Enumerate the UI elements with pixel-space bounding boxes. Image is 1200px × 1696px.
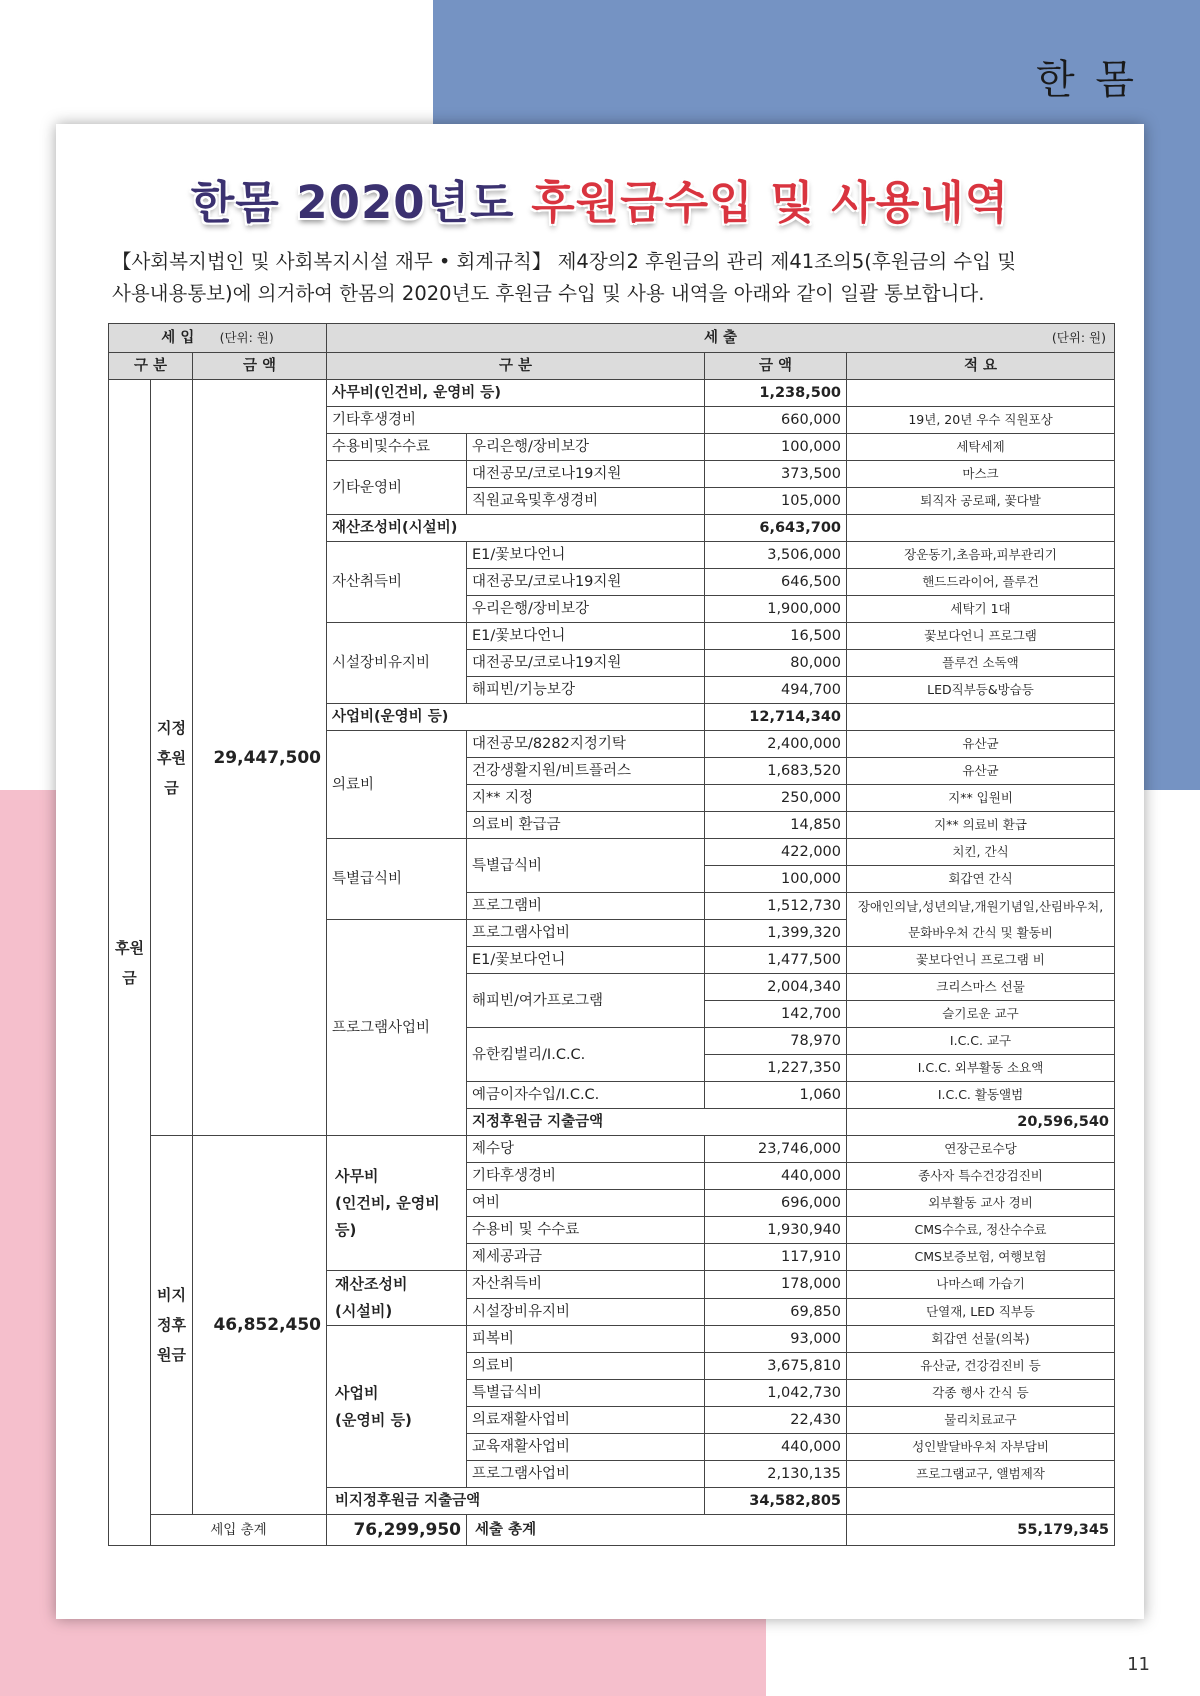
table-header-row-1 [109,324,1115,353]
designated-total-label: 지정후원금 지출금액 [467,1109,847,1136]
expense-total-label: 세출 총계 [467,1515,847,1546]
grand-total-row [109,1515,1115,1546]
program-remark: 장애인의날,성년의날,개원기념일,산림바우처,문화바우처 간식 및 활동비 [847,893,1115,947]
expense-header: 세 출 (단위: 원) [327,324,1115,353]
table-row: 대전공모/코로나19지원 80,000 플루건 소독액 [109,650,1115,677]
table-row: 대전공모/코로나19지원 646,500 핸드드라이어, 플루건 [109,569,1115,596]
table-row: 의료비 대전공모/8282지정기탁 2,400,000 유산균 [109,731,1115,758]
intro-paragraph [112,246,1102,310]
table-row: 기타후생경비 440,000 종사자 특수건강검진비 [109,1163,1115,1190]
table-row: 해피빈/기능보강 494,700 LED직부등&방습등 [109,677,1115,704]
table-row: 수용비및수수료 우리은행/장비보강 100,000 세탁세제 [109,434,1115,461]
nondesignated-amount: 46,852,450 [193,1136,327,1515]
table-row: 재산조성비 (시설비) 자산취득비 178,000 나마스떼 가습기 [109,1271,1115,1299]
table-row: 예금이자수입/I.C.C. 1,060 I.C.C. 활동앨범 [109,1082,1115,1109]
table-row: 사업비 (운영비 등) 피복비 93,000 회갑연 선물(의복) [109,1326,1115,1353]
nondesignated-label: 비지정후원금 [151,1136,193,1515]
table-row: 특별급식비 특별급식비 422,000 치킨, 간식 [109,839,1115,866]
table-row: 비지정후원금 46,852,450 사무비 (인건비, 운영비 등) 제수당 23,746,000 연장근로수당 [109,1136,1115,1163]
table-row: 시설장비유지비 69,850 단열재, LED 직부등 [109,1298,1115,1326]
title-part-2: 후원금수입 및 사용내역 [531,176,1010,229]
nondesignated-total-amount: 34,582,805 [705,1488,847,1515]
donation-report-table [108,323,1115,1546]
col-amount: 금 액 [193,353,327,380]
table-row: 교육재활사업비 440,000 성인발달바우처 자부담비 [109,1434,1115,1461]
table-row: 사업비(운영비 등) 12,714,340 [109,704,1115,731]
table-row: 기타운영비 대전공모/코로나19지원 373,500 마스크 [109,461,1115,488]
table-row: 건강생활지원/비트플러스 1,683,520 유산균 [109,758,1115,785]
designated-total-amount: 20,596,540 [847,1109,1115,1136]
table-row [109,380,1115,407]
intro-line-1: 【사회복지법인 및 사회복지시설 재무 • 회계규칙】 제4장의2 후원금의 관리 제41조의5(후원금의 수입 및 [112,250,1017,273]
document-card [56,124,1144,1619]
table-row: 의료비 환급금 14,850 지** 의료비 환급 [109,812,1115,839]
table-row: 제세공과금 117,910 CMS보증보험, 여행보험 [109,1244,1115,1271]
income-header: 세 입 (단위: 원) [109,324,327,353]
table-row: 프로그램사업비 2,130,135 프로그램교구, 앨범제작 [109,1461,1115,1488]
table-row: 142,700 슬기로운 교구 [109,1001,1115,1028]
table-row: 수용비 및 수수료 1,930,940 CMS수수료, 정산수수료 [109,1217,1115,1244]
income-total-label: 세입 총계 [151,1515,327,1546]
table-row: 의료재활사업비 22,430 물리치료교구 [109,1407,1115,1434]
table-row: 우리은행/장비보강 1,900,000 세탁기 1대 [109,596,1115,623]
expense-total-amount: 55,179,345 [847,1515,1115,1546]
income-total-amount: 76,299,950 [327,1515,467,1546]
col-amount-2: 금 액 [705,353,847,380]
table-header-row-2 [109,353,1115,380]
d-office-label: 사무비(인건비, 운영비 등) [327,380,705,407]
table-row: 해피빈/여가프로그램 2,004,340 크리스마스 선물 [109,974,1115,1001]
table-row: 100,000 회갑연 간식 [109,866,1115,893]
table-row: 자산취득비 E1/꽃보다언니 3,506,000 장운동기,초음파,피부관리기 [109,542,1115,569]
table-row: 시설장비유지비 E1/꽃보다언니 16,500 꽃보다언니 프로그램 [109,623,1115,650]
header-label: 한 몸 [1036,57,1138,103]
d-office-amount: 1,238,500 [705,380,847,407]
designated-label: 지정후원금 [151,380,193,1136]
table-row: 재산조성비(시설비) 6,643,700 [109,515,1115,542]
col-gubun: 구 분 [109,353,193,380]
designated-amount: 29,447,500 [193,380,327,1136]
table-row: 유한킴벌리/I.C.C. 78,970 I.C.C. 교구 [109,1028,1115,1055]
nondesignated-total-label: 비지정후원금 지출금액 [327,1488,705,1515]
table-row: E1/꽃보다언니 1,477,500 꽃보다언니 프로그램 비 [109,947,1115,974]
col-remark: 적 요 [847,353,1115,380]
table-row: 직원교육및후생경비 105,000 퇴직자 공로패, 꽃다발 [109,488,1115,515]
table-row: 의료비 3,675,810 유산균, 건강검진비 등 [109,1353,1115,1380]
table-row: 프로그램사업비 프로그램사업비 1,399,320 [109,920,1115,947]
table-row: 지** 지정 250,000 지** 입원비 [109,785,1115,812]
intro-line-2: 사용내용통보)에 의거하여 한몸의 2020년도 후원금 수입 및 사용 내역을 아래와 같이 일괄 통보합니다. [112,282,985,305]
table-row: 1,227,350 I.C.C. 외부활동 소요액 [109,1055,1115,1082]
col-gubun-2: 구 분 [327,353,705,380]
table-row: 프로그램비 1,512,730 장애인의날,성년의날,개원기념일,산림바우처,문화바우처 간식 및 활동비 [109,893,1115,920]
page-number: 11 [1127,1654,1150,1675]
title-part-1: 한몸 2020년도 [190,176,532,229]
table-row: 여비 696,000 외부활동 교사 경비 [109,1190,1115,1217]
page-title [56,166,1144,231]
table-row: 특별급식비 1,042,730 각종 행사 간식 등 [109,1380,1115,1407]
table-row: 기타후생경비 660,000 19년, 20년 우수 직원포상 [109,407,1115,434]
donation-label: 후원금 [109,380,151,1546]
